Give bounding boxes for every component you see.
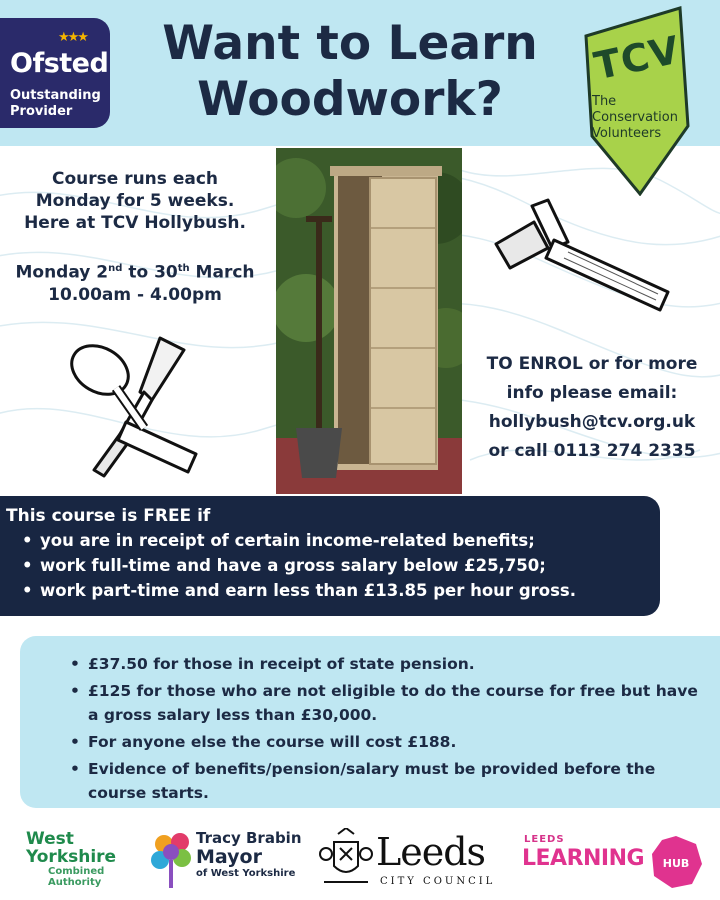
tool-shed-photo <box>276 148 462 494</box>
mayor-flower-icon <box>150 830 194 890</box>
svg-text:HUB: HUB <box>662 857 690 870</box>
list-item: • Evidence of benefits/pension/salary must be provided before the course starts. <box>68 757 708 805</box>
enrol-info: TO ENROL or for more info please email: hollybush@tcv.org.uk or call 0113 274 2335 <box>464 350 720 466</box>
pricing-list <box>68 652 708 808</box>
free-conditions-list <box>20 528 576 603</box>
list-item: • work full-time and have a gross salary below £25,750; <box>20 553 576 578</box>
course-dates: Monday 2nd to 30th March <box>15 262 255 283</box>
list-item: • work part-time and earn less than £13.85 per hour gross. <box>20 578 576 603</box>
ofsted-brand: Ofsted <box>10 48 109 79</box>
tcv-name: The Conservation Volunteers <box>592 94 678 141</box>
mallet-chisel-icon <box>60 330 210 480</box>
list-item: • For anyone else the course will cost £188. <box>68 730 708 754</box>
leeds-crest-icon <box>318 828 374 890</box>
list-item: • £37.50 for those in receipt of state pension. <box>68 652 708 676</box>
ofsted-stars-icon: ★★★ <box>58 30 87 45</box>
course-time: 10.00am - 4.00pm <box>48 284 222 305</box>
ofsted-logo <box>0 18 110 128</box>
pricing-box <box>20 636 720 808</box>
page-title: Want to Learn Woodwork? <box>162 16 538 127</box>
enrol-email[interactable]: hollybush@tcv.org.uk <box>488 412 696 432</box>
leeds-city-council-logo: Leeds CITY COUNCIL <box>318 828 518 892</box>
hammer-icon <box>488 196 678 326</box>
mayor-logo: Tracy Brabin Mayor of West Yorkshire <box>150 830 310 890</box>
enrol-phone[interactable]: or call 0113 274 2335 <box>488 441 696 461</box>
list-item: • £125 for those who are not eligible to do the course for free but have a gross salary less than £30,000. <box>68 679 708 727</box>
tcv-logo: TCV The Conservation Volunteers <box>580 6 692 196</box>
course-schedule: Course runs each Monday for 5 weeks. Here at TCV Hollybush. Monday 2nd to 30th March 10.00am - 4.00pm <box>0 168 270 306</box>
free-eligibility-box <box>0 496 660 616</box>
hub-badge-icon <box>648 834 704 890</box>
list-item: • you are in receipt of certain income-related benefits; <box>20 528 576 553</box>
west-yorkshire-logo: West Yorkshire Combined Authority <box>26 829 117 888</box>
free-title: This course is FREE if <box>6 506 211 526</box>
footer-logos <box>0 818 720 900</box>
leeds-learning-hub-logo: LEEDS LEARNING HUB <box>522 834 712 890</box>
ofsted-subtitle: Outstanding Provider <box>10 88 101 119</box>
